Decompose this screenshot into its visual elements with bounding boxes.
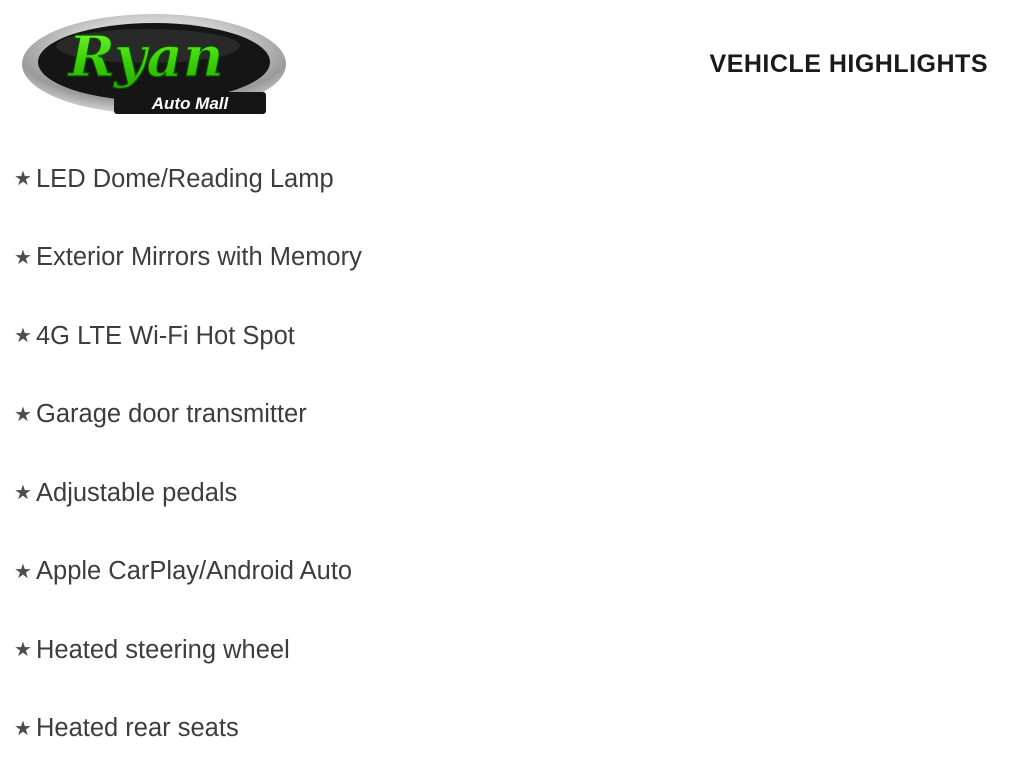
highlight-label: Apple CarPlay/Android Auto — [36, 557, 353, 586]
star-icon: ★ — [14, 246, 32, 269]
star-icon: ★ — [14, 717, 32, 740]
list-item — [0, 533, 620, 612]
vehicle-highlights-list — [0, 140, 620, 768]
star-icon: ★ — [14, 325, 32, 348]
list-item — [0, 690, 620, 768]
list-item — [0, 376, 620, 455]
star-icon: ★ — [14, 639, 32, 662]
highlight-label: Heated rear seats — [36, 714, 239, 743]
highlight-label: 4G LTE Wi-Fi Hot Spot — [36, 321, 295, 350]
highlight-label: Heated steering wheel — [36, 635, 290, 664]
star-icon: ★ — [14, 403, 32, 426]
star-icon: ★ — [14, 482, 32, 505]
page-title: VEHICLE HIGHLIGHTS — [709, 50, 988, 78]
star-icon: ★ — [14, 560, 32, 583]
highlight-label: Exterior Mirrors with Memory — [36, 243, 362, 272]
page-header — [0, 0, 1024, 130]
svg-text:Auto Mall: Auto Mall — [151, 94, 229, 113]
highlight-label: Adjustable pedals — [36, 478, 238, 507]
list-item — [0, 297, 620, 376]
list-item — [0, 454, 620, 533]
highlight-label: LED Dome/Reading Lamp — [36, 164, 334, 193]
highlight-label: Garage door transmitter — [36, 400, 307, 429]
ryan-auto-mall-logo — [18, 8, 290, 124]
list-item — [0, 611, 620, 690]
svg-text:Ryan: Ryan — [68, 24, 224, 90]
list-item — [0, 140, 620, 219]
star-icon: ★ — [14, 168, 32, 191]
list-item — [0, 219, 620, 298]
